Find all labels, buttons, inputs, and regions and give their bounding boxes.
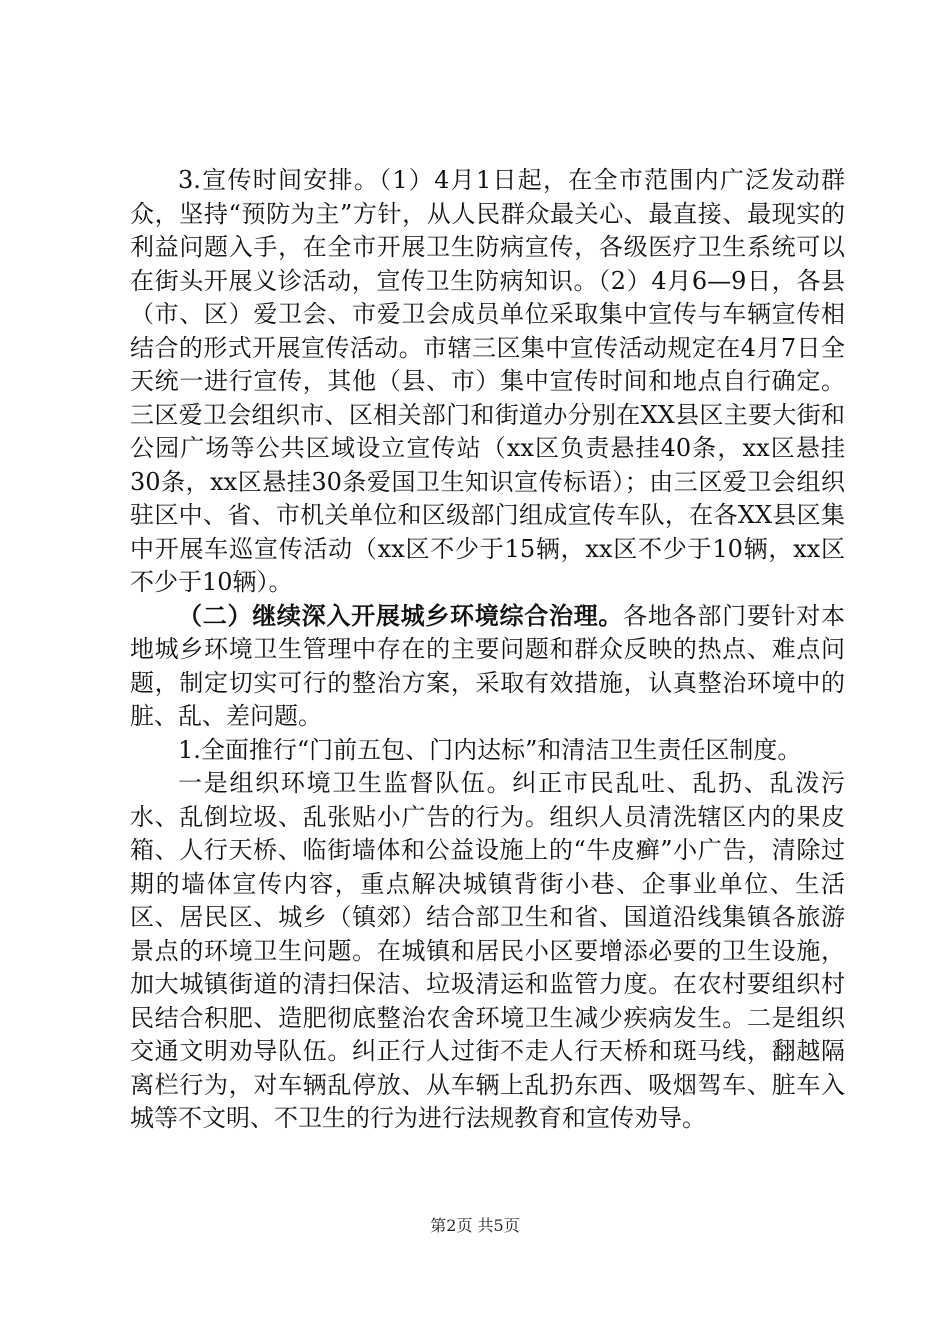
page-number-footer: 第2页 共5页 (430, 1216, 520, 1235)
paragraph-text: 一是组织环境卫生监督队伍。纠正市民乱吐、乱扔、乱泼污水、乱倒垃圾、乱张贴小广告的行为。组织人员清洗辖区内的果皮箱、人行天桥、临街墙体和公益设施上的“牛皮癣”小广告，清除过期的墙体宣传内容，重点解决城镇背街小巷、企事业单位、生活区、居民区、城乡（镇郊）结合部卫生和省、国道沿线集镇各旅游景点的环境卫生问题。在城镇和居民小区要增添必要的卫生设施，加大城镇街道的清扫保洁、垃圾清运和监管力度。在农村要组织村民结合积肥、造肥彻底整治农舍环境卫生减少疾病发生。二是组织交通文明劝导队伍。纠正行人过街不走人行天桥和斑马线，翻越隔离栏行为，对车辆乱停放、从车辆上乱扔东西、吸烟驾车、脏车入城等不文明、不卫生的行为进行法规教育和宣传劝导。 (130, 769, 845, 1132)
document-body (130, 164, 845, 1136)
paragraph-responsibility-system (130, 734, 845, 768)
paragraph-publicity-schedule (130, 164, 845, 600)
paragraph-text: 1.全面推行“门前五包、门内达标”和清洁卫生责任区制度。 (178, 735, 802, 764)
paragraph-environment-governance (130, 600, 845, 734)
section-heading: （二）继续深入开展城乡环境综合治理。 (178, 601, 624, 630)
paragraph-text: 3.宣传时间安排。（1）4月1日起，在全市范围内广泛发动群众，坚持“预防为主”方针，从人民群众最关心、最直接、最现实的利益问题入手，在全市开展卫生防病宣传，各级医疗卫生系统可以在街头开展义诊活动，宣传卫生防病知识。（2）4月6—9日，各县（市、区）爱卫会、市爱卫会成员单位采取集中宣传与车辆宣传相结合的形式开展宣传活动。市辖三区集中宣传活动规定在4月7日全天统一进行宣传，其他（县、市）集中宣传时间和地点自行确定。三区爱卫会组织市、区相关部门和街道办分别在XX县区主要大街和公园广场等公共区域设立宣传站（xx区负责悬挂40条，xx区悬挂30条，xx区悬挂30条爱国卫生知识宣传标语）；由三区爱卫会组织驻区中、省、市机关单位和区级部门组成宣传车队，在各XX县区集中开展车巡宣传活动（xx区不少于15辆，xx区不少于10辆，xx区不少于10辆）。 (130, 166, 845, 596)
paragraph-supervision-teams (130, 767, 845, 1136)
paragraph-text: 各地各部门要针对本地城乡环境卫生管理中存在的主要问题和群众反映的热点、难点问题，制定切实可行的整治方案，采取有效措施，认真整治环境中的脏、乱、差问题。 (130, 601, 846, 730)
